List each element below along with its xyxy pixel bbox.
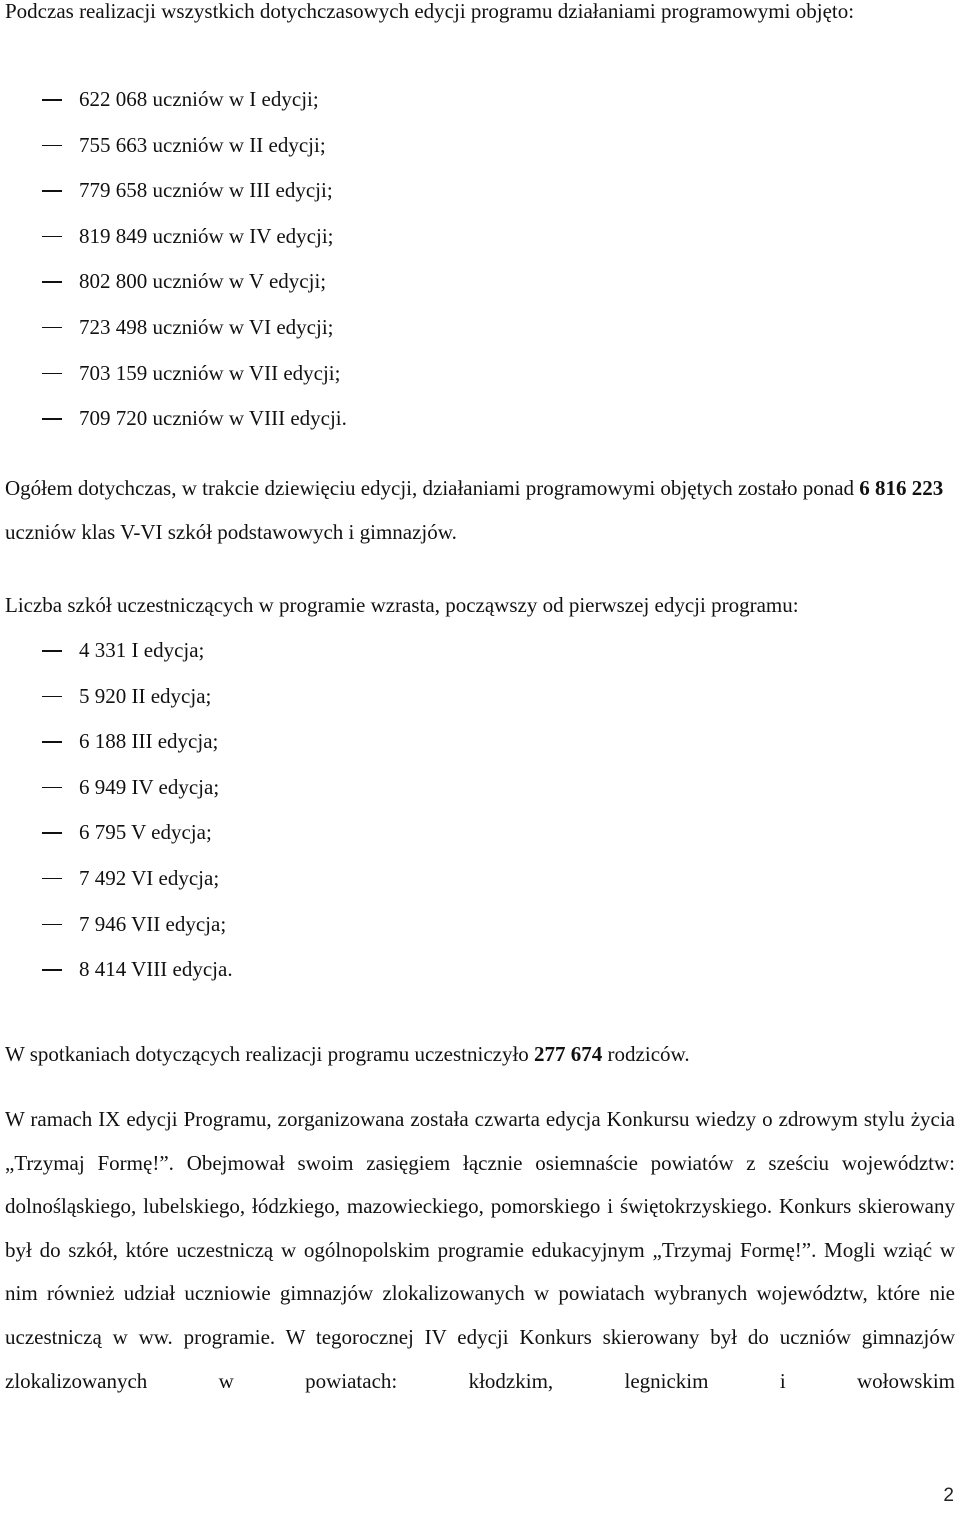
dash-bullet bbox=[42, 145, 62, 147]
dash-bullet bbox=[42, 924, 62, 926]
parents-number: 277 674 bbox=[534, 1042, 603, 1066]
dash-bullet bbox=[42, 787, 62, 789]
dash-bullet bbox=[42, 99, 62, 101]
schools-list-item-text: 8 414 VIII edycja. bbox=[79, 957, 233, 982]
total-students-paragraph bbox=[5, 467, 955, 554]
dash-bullet bbox=[42, 281, 62, 283]
schools-per-edition-list bbox=[0, 628, 960, 993]
students-list-item-text: 709 720 uczniów w VIII edycji. bbox=[79, 406, 347, 431]
total-text-after: uczniów klas V-VI szkół podstawowych i gimnazjów. bbox=[5, 519, 457, 544]
students-list-item bbox=[0, 123, 960, 169]
parents-text-after: rodziców. bbox=[602, 1042, 690, 1066]
schools-list-item bbox=[0, 674, 960, 720]
schools-list-item-text: 7 946 VII edycja; bbox=[79, 911, 227, 936]
students-list-item-text: 723 498 uczniów w VI edycji; bbox=[79, 314, 334, 339]
dash-bullet bbox=[42, 878, 62, 880]
dash-bullet bbox=[42, 236, 62, 238]
students-list-item-text: 755 663 uczniów w II edycji; bbox=[79, 132, 326, 157]
schools-list-item-text: 5 920 II edycja; bbox=[79, 683, 212, 708]
students-list-item bbox=[0, 168, 960, 214]
schools-list-item bbox=[0, 947, 960, 993]
students-list-item-text: 779 658 uczniów w III edycji; bbox=[79, 178, 333, 203]
dash-bullet bbox=[42, 741, 62, 743]
students-list-item-text: 802 800 uczniów w V edycji; bbox=[79, 269, 327, 294]
students-list-item-text: 703 159 uczniów w VII edycji; bbox=[79, 360, 341, 385]
students-list-item bbox=[0, 305, 960, 351]
schools-list-item bbox=[0, 765, 960, 811]
contest-paragraph: W ramach IX edycji Programu, zorganizowana została czwarta edycja Konkursu wiedzy o zdrowym stylu życia „Trzymaj Formę!”. Obejmował swoim zasięgiem łącznie osiemnaście powiatów z sześciu województw: dolnośląskiego, lubelskiego, łódzkiego, mazowieckiego, pomorskiego i świętokrzyskiego. Konkurs skierowany był do szkół, które uczestniczą w ogólnopolskim programie edukacyjnym „Trzymaj Formę!”. Mogli wziąć w nim również udział uczniowie gimnazjów zlokalizowanych w powiatach wybranych województw, które nie uczestniczą w ww. programie. W tegorocznej IV edycji Konkurs skierowany był do uczniów gimnazjów zlokalizowanych w powiatach: kłodzkim, legnickim i wołowskim bbox=[5, 1107, 955, 1393]
dash-bullet bbox=[42, 190, 62, 192]
schools-list-item-text: 4 331 I edycja; bbox=[79, 638, 205, 662]
students-list-item-text: 622 068 uczniów w I edycji; bbox=[79, 87, 319, 111]
students-list-item bbox=[0, 77, 960, 123]
intro-paragraph: Podczas realizacji wszystkich dotychczasowych edycji programu działaniami programowymi objęto: bbox=[5, 0, 855, 23]
dash-bullet bbox=[42, 696, 62, 698]
dash-bullet bbox=[42, 373, 62, 375]
schools-intro-paragraph: Liczba szkół uczestniczących w programie wzrasta, począwszy od pierwszej edycji programu: bbox=[5, 593, 799, 617]
parents-text-before: W spotkaniach dotyczących realizacji programu uczestniczyło bbox=[5, 1042, 535, 1066]
students-list-item bbox=[0, 396, 960, 442]
schools-list-item bbox=[0, 628, 960, 674]
parents-paragraph bbox=[5, 1033, 955, 1077]
schools-list-item bbox=[0, 719, 960, 765]
dash-bullet bbox=[42, 969, 62, 971]
students-per-edition-list bbox=[0, 77, 960, 442]
total-text-before: Ogółem dotychczas, w trakcie dziewięciu edycji, działaniami programowymi objętych zostało ponad bbox=[5, 476, 860, 500]
total-students-number: 6 816 223 bbox=[859, 476, 944, 500]
schools-list-item bbox=[0, 856, 960, 902]
schools-list-item bbox=[0, 902, 960, 948]
schools-list-item-text: 6 188 III edycja; bbox=[79, 729, 219, 754]
dash-bullet bbox=[42, 832, 62, 834]
schools-list-item-text: 7 492 VI edycja; bbox=[79, 865, 220, 890]
students-list-item bbox=[0, 351, 960, 397]
schools-list-item bbox=[0, 810, 960, 856]
schools-list-item-text: 6 795 V edycja; bbox=[79, 820, 212, 845]
dash-bullet bbox=[42, 650, 62, 652]
students-list-item-text: 819 849 uczniów w IV edycji; bbox=[79, 223, 334, 248]
page-number: 2 bbox=[943, 1485, 954, 1506]
students-list-item bbox=[0, 214, 960, 260]
students-list-item bbox=[0, 259, 960, 305]
dash-bullet bbox=[42, 418, 62, 420]
dash-bullet bbox=[42, 327, 62, 329]
schools-list-item-text: 6 949 IV edycja; bbox=[79, 774, 220, 799]
